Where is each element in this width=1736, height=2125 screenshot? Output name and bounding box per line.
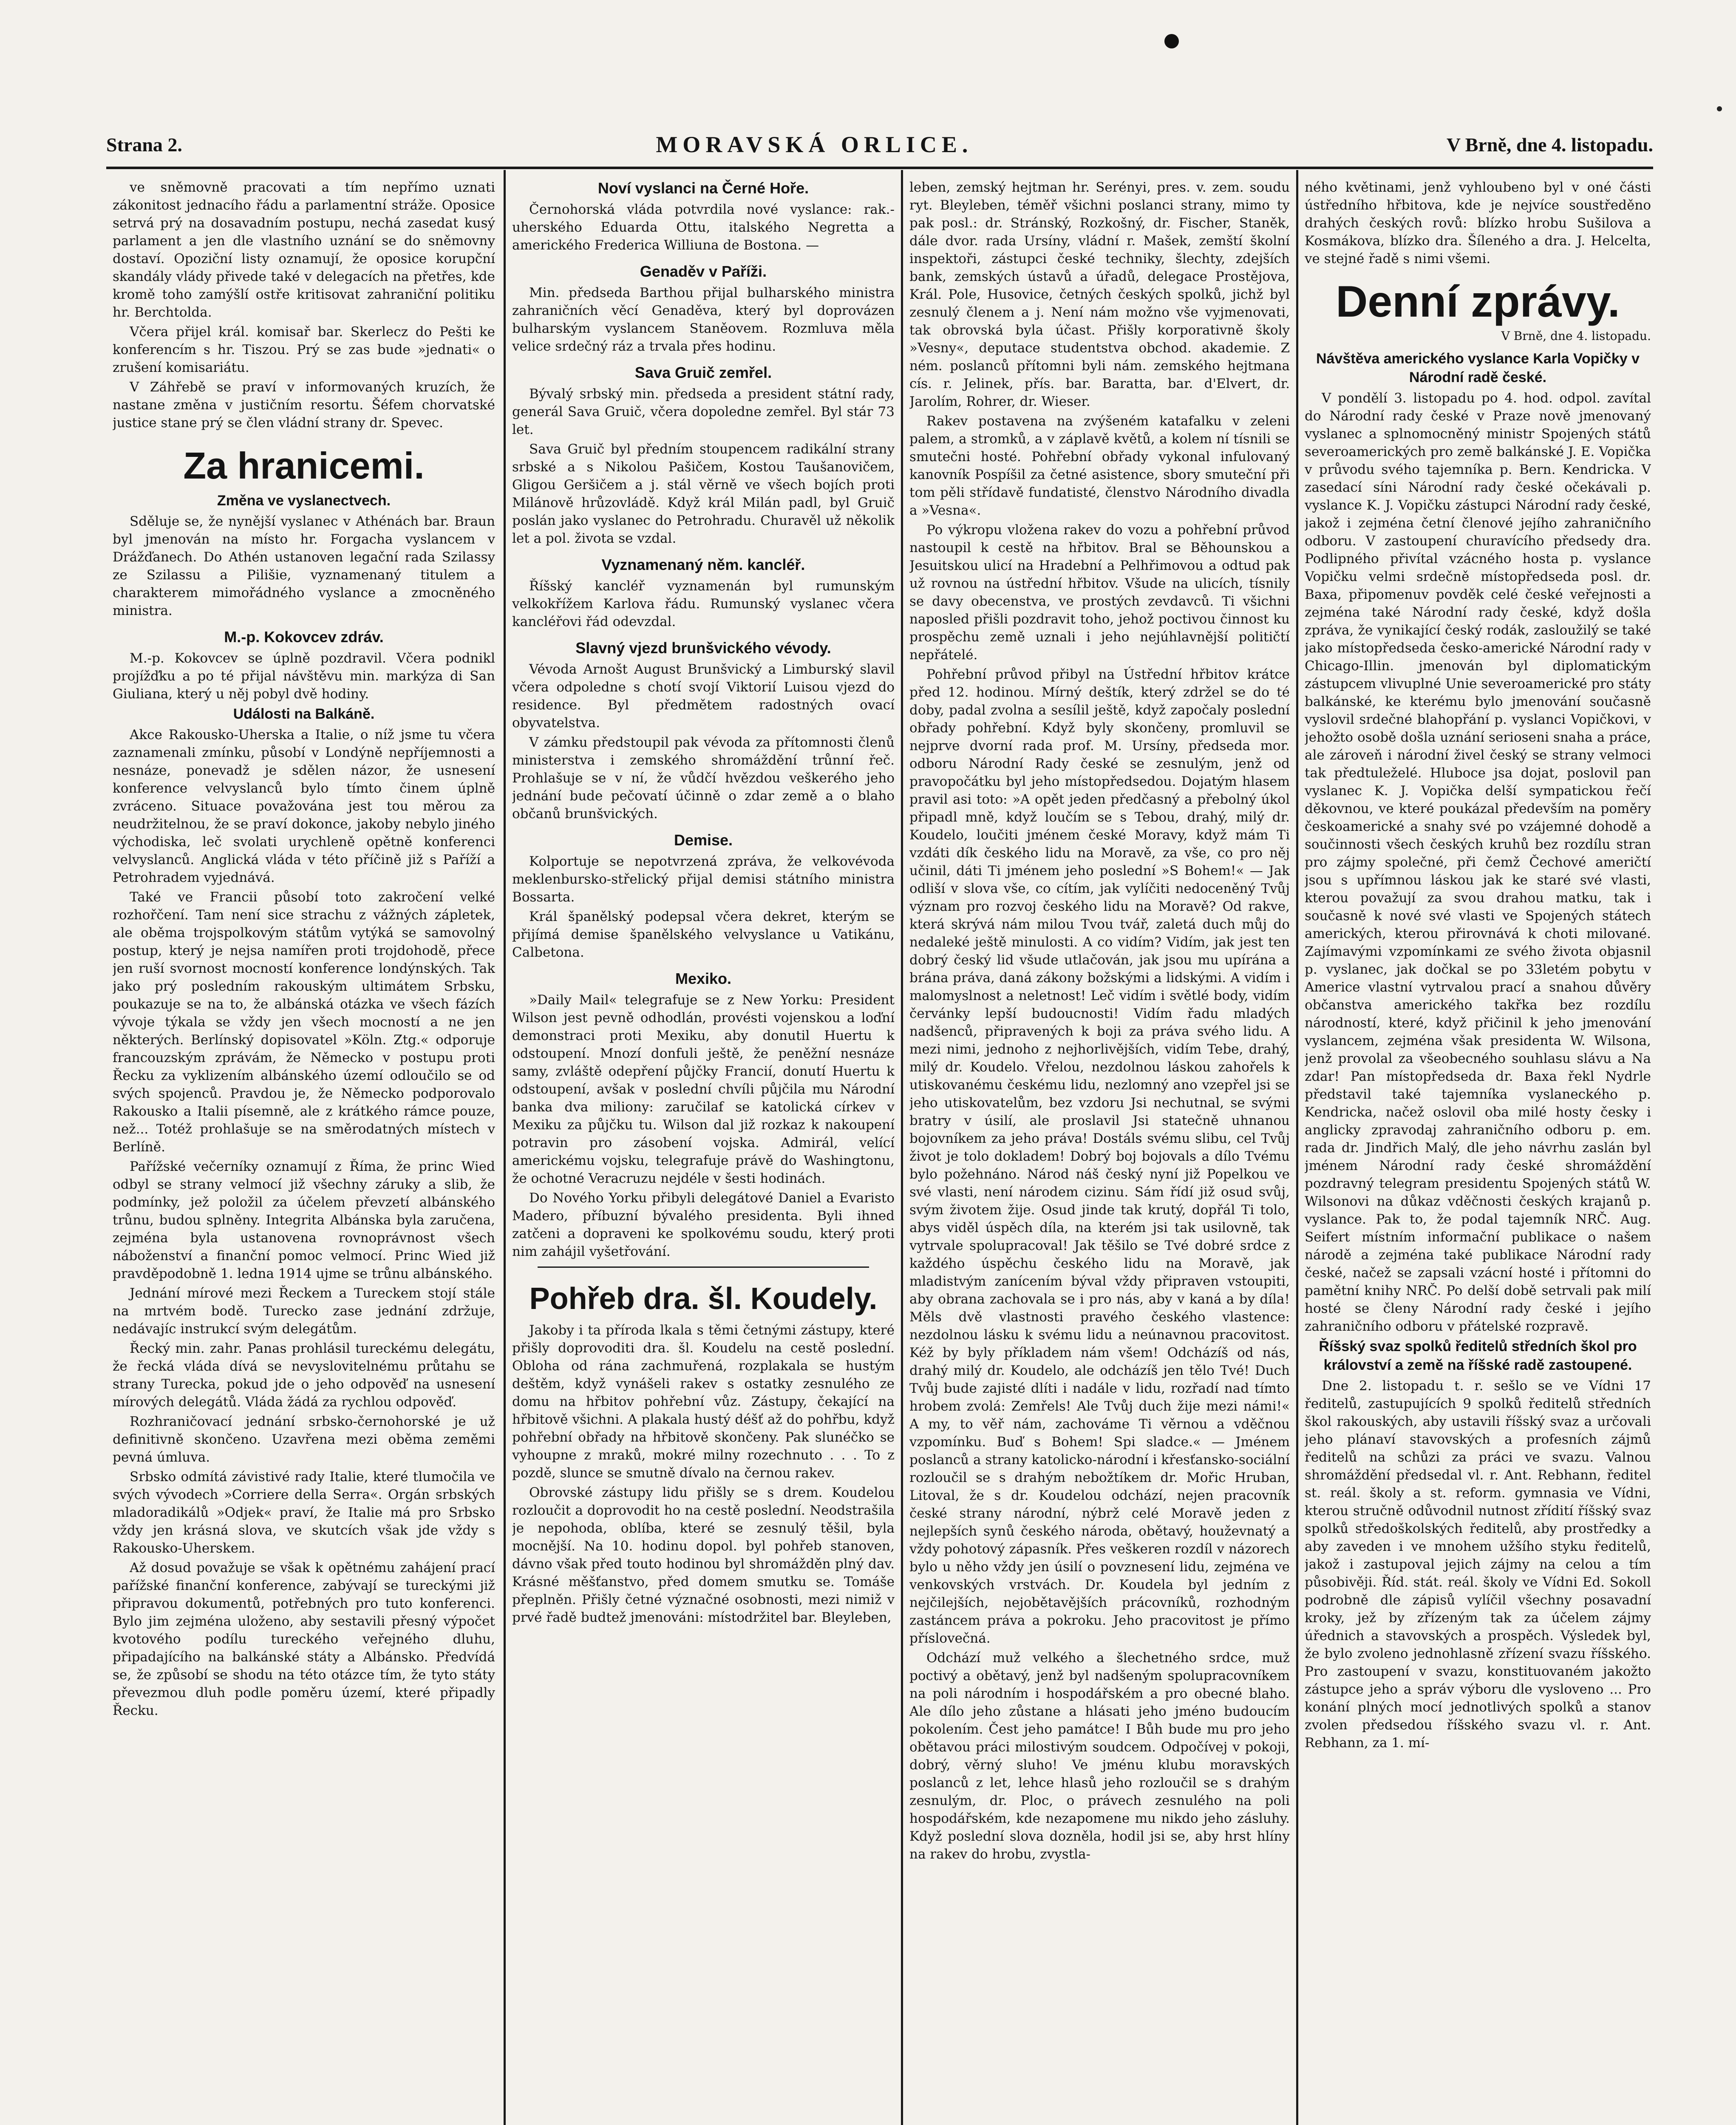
paragraph: Vévoda Arnošt August Brunšvický a Limburský slavil včera odpoledne s chotí svojí Viktorií Luisou vjezd do residence. Byl předmětem radostných ovací obyvatelstva. (512, 662, 895, 731)
article-heading: Návštěva amerického vyslance Karla Vopičky v Národní radě české. (1316, 351, 1640, 385)
paragraph: Srbsko odmítá závistivé rady Italie, které tlumočila ve svých vývodech »Corriere della Serra«. Orgán srbských mladoradikálů »Odjek« praví, že Italie má pro Srbsko vždy jen krásná slova, ve skutcích však jde vždy s Rakousko-Uherskem. (113, 1469, 495, 1556)
paragraph: Min. předseda Barthou přijal bulharského ministra zahraničních věcí Genaděva, který byl doprovázen bulharským vyslancem Staněovem. Rozmluva měla velice srdečný ráz a trvala přes hodinu. (512, 285, 895, 354)
paragraph: Rakev postavena na zvýšeném katafalku v zeleni palem, a stromků, a v záplavě květů, a kolem ní tísnili se smutečni hosté. Pohřební obřady vykonal infulovaný kanovník Pospíšil za četné asistence, sbory smuteční při tom pěli střídavě fundatisté, členstvo Národního divadla a »Vesna«. (909, 414, 1290, 518)
paragraph: Černohorská vláda potvrdila nové vyslance: rak.-uherského Eduarda Ottu, italského Negretta a amerického Frederica Williuna de Bostona. — (512, 202, 895, 253)
dateline: V Brně, dne 4. listopadu. (1501, 329, 1651, 343)
article-heading: Demise. (674, 831, 733, 849)
paragraph: Rozhraničovací jednání srbsko-černohorské je už definitivně skončeno. Uzavřena mezi oběma zeměmi pevná úmluva. (113, 1414, 495, 1465)
paragraph: V pondělí 3. listopadu po 4. hod. odpol. zavítal do Národní rady české v Praze nově jmenovaný vyslanec a splnomocněný ministr Spojených států severoamerických pro země balkánské J. E. Vopička v průvodu svého tajemníka p. Bern. Kendricka. V zasedací síni Národní rady české očekávali p. vyslance K. J. Vopičku zástupci Národní rady české, jakož i zejména četní členové jejího zahraničního odboru. V zastoupení churavícího předsedy dra. Podlipného přivítal vzácného hosta p. vyslance Vopičku velmi srdečně místopředseda posl. dr. Baxa, připomenuv povděk celé české veřejnosti a zejména také Národní rady české, když došla zpráva, že vynikající český rodák, zasloužilý se také jako místopředseda česko-americké Národní rady v Chicago-Illin. jmenován byl diplomatickým zástupcem vlivuplné Unie severoamerické pro státy balkánské, ke kterému bylo jmenování současně vyslovil srdečné blahopřání p. vyslanci Vopičkovi, v jehožto osobě došla uznání serioseni snaha a práce, ale zároveň i národní živel český se strany velmoci tak předtuleželé. Hluboce jsa dojat, poslovil pan vyslanec K. J. Vopička delší sympatickou řečí děkovnou, ve které poukázal především na poměry českoamerické a snahy své po vzájemné dohodě a součinnosti všech českých kruhů bez rozdílu stran pro zájmy společné, při čemž Čechové američtí jsou s upřímnou láskou jak ke staré své vlasti, kterou považují za svou drahou matku, tak i současně k nové své vlasti ve Spojených státech amerických, kterou přirovnává k choti milované. Zajímavými vzpomínkami ze svého života objasnil p. vyslanec, jak dočkal se po 33letém pobytu v Americe vlastní vytrvalou prací a snahou důvěry občanstva amerického takřka bez rozdílu národností, které, když přičinil k jeho jmenování vyslancem, zejména však presidenta W. Wilsona, jenž provolal za všeobecného souhlasu slávu a Na zdar! Pan místopředseda dr. Baxa řekl Nydrle představil také tajemníka vyslaneckého p. Kendricka, načež oslovil oba milé hosty česky i anglicky zpravodaj zahraničního odboru p. em. rada dr. Jindřich Malý, dle jeho návrhu zaslán byl jménem Národní rady české shromáždění pozdravný telegram presidentu Spojených států W. Wilsonovi na důkaz vděčnosti českých krajanů p. vyslance. Pak to, že podal tajemník NRČ. Aug. Seifert místním informační publikace o našem národě a zejména také publikace Národní rady české, načež se zapsali vzácní hosté i přítomni do pamětní knihy NRČ. Po delší době setrvali pak milí hosté se členy Národní rady české i jejího zahraničního odboru v přátelské rozpravě. (1305, 391, 1651, 1334)
column-rule-1 (504, 170, 506, 2125)
article-heading: Slavný vjezd brunšvického vévody. (575, 639, 831, 657)
paragraph: Obrovské zástupy lidu přišly se s drem. Koudelou rozloučit a doprovodit ho na cestě poslední. Neodstrašila je nepohoda, oblíba, které se zesnulý těšil, byla mocnější. Na 10. hodinu dopol. byl pohřeb stanoven, dávno však před touto hodinou byl shromážděn plný dav. Krásné měšťanstvo, před domem smutku se. Tomáše přeplněn. Přišly četné význačné osobnosti, mezi nimiž v prvé řadě budtež jmenováni: místodržitel bar. Bleyleben, (512, 1485, 895, 1625)
paragraph: leben, zemský hejtman hr. Serényi, pres. v. zem. soudu ryt. Bleyleben, téměř všichni poslanci strany, mimo ty pak posl.: dr. Stránský, Rozkošný, dr. Fischer, Staněk, dále dvor. rada Ursíny, vládní r. Mašek, zemští školní inspektoři, zástupci české techniky, šlechty, zdejších bank, zemských ústavů a úřadů, delegace Prostějova, Král. Pole, Husovice, četných českých spolků, jichž byl zesnulý členem a j. Není nám možno vše vyjmenovati, tak obrovská byla účast. Přišly korporativně školy »Vesny«, deputace studentstva obchod. akademie. Z ném. poslanců přítomni byli nám. zemského hejtmana cís. r. Jelinek, přís. bar. Baratta, bar. d'Elvert, dr. Jarolím, Rohrer, dr. Wieser. (909, 180, 1290, 409)
column-3 (909, 178, 1290, 2125)
paragraph: Dne 2. listopadu t. r. sešlo se ve Vídni 17 ředitelů, zastupujících 9 spolků ředitelů středních škol rakouských, aby ustavili říšský svaz a určovali jeho plánaví stavovských a profesních zájmů ředitelů na schůzi za práci ve svazu. Valnou shromáždění předsedal vl. r. Ant. Rebhann, ředitel st. reál. školy a st. reform. gymnasia ve Vídni, kterou stručně odůvodnil nutnost zřídití říšský svaz spolků středoškolských ředitelů, aby prostředky a aby zaveden i ve mnohem užšího styku ředitelů, jakož i zastupoval jejich zájmy na celou a tím působivěji. Říd. stát. reál. školy ve Vídni Ed. Sokoll podrobně dle zápisů vylíčil všechny posavadní kroky, jež by zřízeným tak za účelem zájmy úřednich a stavovských a prospěch. Výsledek byl, že bylo zvoleno jednohlasně zřízení svazu říšského. Pro zastoupení v svazu, konstituovaném jakožto zástupce jeho a správ výboru dle vysloveno ... Pro konání plných mocí jednotlivých spolků a stanov zvolen předsedou říšského svazu vl. r. Ant. Rebhann, za 1. mí- (1305, 1378, 1651, 1751)
scan-dot (1717, 106, 1722, 111)
article-heading: Změna ve vyslanectvech. (217, 493, 391, 509)
place-date: V Brně, dne 4. listopadu. (1446, 133, 1653, 156)
masthead (106, 128, 1653, 162)
article-heading: Sava Gruič zemřel. (634, 364, 772, 381)
paragraph: Kolportuje se nepotvrzená zpráva, že velkovévoda meklenbursko-střelický přijal demisi státního ministra Bossarta. (512, 854, 895, 905)
paragraph: Také ve Francii působí toto zakročení velké rozhořčení. Tam není sice strachu z vážných zápletek, ale oběma trojspolkovým státům vytýká se samovolný postup, který je nejsa namířen proti trojdohodě, přece jen ruší svornost mocností konference londýnských. Tak jako prý posledním rakouským ultimátem Srbsku, poukazuje se na to, že albánská otázka ve všech fázích vývoje týkala se vždy jen všech mocností a ne jen některých. Berlínský dopisovatel »Köln. Ztg.« odporuje francouzským zprávám, že Německo v postupu proti Řecku za vyklizením albánského území odloučilo se od svých spojenců. Pravdou je, že Německo podporovalo Rakousko a Italii písemně, ale z krátkého rámce pouze, než... Totéž prohlašuje se na směrodatných místech v Berlíně. (113, 890, 495, 1155)
paragraph: Akce Rakousko-Uherska a Italie, o níž jsme tu včera zaznamenali zmínku, působí v Londýně nepříjemnosti a nesnáze, ponevadž je sdělen názor, že usnesení konference velvyslanců bylo tímto činem úplně zvráceno. Situace považována jest tou měrou za neudržitelnou, že se praví dokonce, jakoby nebylo jiného východiska, leč svolati urychleně opětně konferenci velvyslanců. Anglická vláda v této příčině již s Paříží a Petrohradem vyjednává. (113, 727, 495, 885)
paragraph: Pařížské večerníky oznamují z Říma, že princ Wied odbyl se strany velmocí již všechny záruky a slib, že podmínky, jež položil za účelem převzetí albánského trůnu, budou splněny. Integrita Albánska byla zaručena, zejména byla ustanovena rovnoprávnost všech náboženství a finanční pomoc velmocí. Princ Wied již pravděpodobně 1. ledna 1914 ujme se trůnu albánského. (113, 1159, 495, 1281)
article-heading: M.-p. Kokovcev zdráv. (224, 628, 384, 646)
header-rule (106, 167, 1653, 169)
paragraph: Řecký min. zahr. Panas prohlásil tureckému delegátu, že řecká vláda dívá se nevyslovitelnému průtahu se strany Turecka, pokud jde o jeho odpověď na usnesení mírových delegátů. Vláda žádá za rychlou odpověď. (113, 1341, 495, 1410)
column-2 (512, 178, 895, 2125)
paragraph: ve sněmovně pracovati a tím nepřímo uznati zákonitost jednacího řádu a parlamentní stráže. Oposice setrvá prý na dosavadním postupu, nechá zasedat kusý parlament a jen dle vlastního uznání se do sněmovny dostaví. Opoziční listy oznamují, že oposice korupční skandály vlády přivede také v delegacích na přetřes, kde kromě toho zamýšlí ostře kritisovat zahraniční politiku hr. Berchtolda. (113, 180, 495, 320)
section-heading-denni-zpravy: Denní zprávy. (1336, 277, 1620, 326)
paragraph: Po výkropu vložena rakev do vozu a pohřební průvod nastoupil k cestě na hřbitov. Bral se Běhounskou a Jesuitskou ulicí na Hradební a Pelhřimovou a odtud pak už rovnou na ústřední hřbitov. Všude na ulicích, tísnily se davy obecenstva, ve prostých zevdavců. Ti všichni naposled přišli pozdravit toho, jehož poctivou činnost ku prospěchu země uznali i jeho nejúhlavnější političtí nepřátelé. (909, 522, 1290, 663)
article-heading: Mexiko. (675, 970, 732, 987)
page-number: Strana 2. (106, 133, 182, 156)
section-heading-pohreb: Pohřeb dra. šl. Koudely. (529, 1282, 878, 1316)
divider (538, 1266, 869, 1268)
paragraph: Jednání mírové mezi Řeckem a Tureckem stojí stále na mrtvém bodě. Turecko zase jednání zdržuje, nedávajíc instrukcí svým delegátům. (113, 1286, 495, 1337)
paragraph: Říšský kancléř vyznamenán byl rumunským velkokřížem Karlova řádu. Rumunský vyslanec včera kancléřovi řád odevzdal. (512, 578, 895, 629)
article-heading: Genaděv v Paříži. (640, 263, 767, 280)
paragraph: V Záhřebě se praví v informovaných kruzích, že nastane změna v justičním resortu. Šéfem chorvatské justice stane prý se člen vládní strany dr. Spevec. (113, 380, 495, 431)
paragraph: »Daily Mail« telegrafuje se z New Yorku: President Wilson jest pevně odhodlán, provésti vojenskou a loďní demonstraci proti Mexiku, aby donutil Huertu k odstoupení. Mnozí donfuli ještě, že peněžní nesnáze samy, zvláště odepření půjčky Francií, donutí Huertu k odstoupení, avšak v poslední chvíli půjčila mu Národní banka dva miliony: zaručilaf se katolická církev v Mexiku za půjčku tu. Wilson dal již rozkaz k nakoupení potravin pro zásobení vojska. Admirál, velící americkému vojsku, telegrafuje právě do Washingtonu, že ochotné Veracruzu nejdéle v šesti hodinách. (512, 992, 895, 1186)
column-4 (1305, 178, 1651, 2125)
article-heading: Události na Balkáně. (233, 706, 375, 722)
scan-blot (1164, 34, 1179, 48)
paragraph: Král španělský podepsal včera dekret, kterým se přijímá demise španělského velvyslance u Vatikánu, Calbetona. (512, 909, 895, 960)
paragraph: Včera přijel král. komisař bar. Skerlecz do Pešti ke konferencím s hr. Tiszou. Prý se zas bude »jednati« o zrušení komisariátu. (113, 324, 495, 375)
article-heading: Říšský svaz spolků ředitelů středních škol pro království a země na říšské radě zastoupené. (1319, 1338, 1637, 1373)
paragraph: Až dosud považuje se však k opětnému zahájení prací pařížské finanční konference, zabývají se tureckými již připravou dokumentů, potřebných pro tuto konferenci. Bylo jim zejména uloženo, aby sestavili přesný výpočet kvotového podílu tureckého veřejného dluhu, připadajícího na balkánské státy a Albánsko. Předvídá se, že způsobí se shodu na této otázce tím, že tyto státy převezmou dluh podle poměru území, které připadly Řecku. (113, 1560, 495, 1718)
article-heading: Vyznamenaný něm. kancléř. (601, 556, 805, 573)
paragraph: ného květinami, jenž vyhloubeno byl v oné části ústředního hřbitova, kde je nejvíce soustředěno drahých českých rovů: blízko hrobu Sušilova a Kosmákova, blízko dra. Šíleného a dra. J. Helcelta, ve stejné řadě s nimi všemi. (1305, 180, 1651, 266)
paragraph: Odchází muž velkého a šlechetného srdce, muž poctivý a obětavý, jenž byl nadšeným spolupracovníkem na poli národním i hospodářském a pro obecné blaho. Ale dílo jeho zůstane a hlásati jeho jméno budoucím pokolením. Čest jeho památce! I Bůh bude mu pro jeho obětavou práci milostivým soudcem. Odpočívej v pokoji, dobrý, věrný sluho! Ve jménu klubu moravských poslanců z let, lehce hlasů jeho rozloučil se s drahým zesnulým, dr. Ploc, o právech zesnulého na poli hospodářském, kde nezapomene mu nikdo jeho zásluhy. Když poslední slova dozněla, hodil jsi se, aby hrst hlíny na rakev do hrobu, zvystla- (909, 1650, 1290, 1862)
paragraph: Do Nového Yorku přibyli delegátové Daniel a Evaristo Madero, příbuzní bývalého presidenta. Byli ihned zatčeni a dopraveni ke spolkovému soudu, který proti nim zahájil vyšetřování. (512, 1190, 895, 1259)
paragraph: Sava Gruič byl předním stoupencem radikální strany srbské a s Nikolou Pašičem, Kostou Taušanovičem, Gligou Geršičem a j. stál věrně ve všech bojích proti Milánově hrůzovládě. Když král Milán padl, byl Gruič poslán jako vyslanec do Petrohradu. Churavěl už několik let a pol. života se vzdal. (512, 442, 895, 546)
column-1 (113, 178, 495, 2125)
column-rule-2 (901, 170, 903, 2125)
paragraph: Sděluje se, že nynější vyslanec v Athénách bar. Braun byl jmenován na místo hr. Forgacha vyslancem v Drážďanech. Do Athén ustanoven legační rada Szilassy ze Szilassu a Pilišie, vyznamenaný titulem a charakterem mimořádného vyslance a zmocněného ministra. (113, 514, 495, 618)
paragraph: Jakoby i ta příroda lkala s těmi četnými zástupy, které přišly doprovoditi dra. šl. Koudelu na cestě poslední. Obloha od rána zachmuřená, rozplakala se hustým deštěm, když vynášeli rakev s ostatky zesnulého ze domu na hřbitov pohřební vůz. Zástupy, čekající na hřbitově všichni. A plakala hustý déšť až do pohřbu, když pohřební obřady na hřbitově skončeny. Pak slunéčko se vyhoupne z mraků, mokré milny rozechnuto . . . To z pozdě, slunce se smutně dívalo na černou rakev. (512, 1323, 895, 1481)
article-heading: Noví vyslanci na Černé Hoře. (598, 179, 809, 197)
section-heading-hranice: Za hranicemi. (183, 445, 425, 487)
paragraph: Pohřební průvod přibyl na Ústřední hřbitov krátce před 12. hodinou. Mírný deštík, který zdržel se do té doby, padal zvolna a sesílil ještě, když započaly poslední obřady pohřební. Když byly skončeny, promluvil se nejprve dvorní rada prof. M. Ursíny, předseda mor. odboru Národní Rady české se zesnulým, jenž od pravopočátku byl jeho místopředsedou. Dojatým hlasem pravil asi toto: »A opět jeden předčasný a přebolný úkol připadl mně, když loučím se s Tebou, drahý, milý dr. Koudelo, loučiti jménem české Moravy, když mám Ti vzdáti dík českého lidu na Moravě, za vše, co pro něj učinil, dáti Ti jménem jeho poslední »S Bohem!« — Jak odliší v slova vše, co cítím, jak vylíčiti nedoceněný Tvůj význam pro rozvoj českého lidu na Moravě? Od rakve, která skrývá nám milou Tvou tvář, zaletá duch můj do nedaleké ještě minulosti. A co vidím? Vidím, jak jest ten dobrý český lid všude utlačován, jak jsou mu upírána a brána práva, daná zákony božskými a lidskými. A vidím i malomyslnost a neletnost! Leč vidím i světlé body, vidím červánky lepší budoucnosti! Vidím řadu mladých nadšenců, připravených k boji za práva svého lidu. A mezi nimi, jednoho z nejhorlivějších, vidím Tebe, drahý, milý dr. Koudelo. Vřelou, nezdolnou láskou zahořels k utiskovanému českému lidu, nezlomný ano vzepřel jsi se jeho utiskovatelům, bez vzdoru Jsi nechutnal, se svými bratry v úsilí, ale proslavil Jsi statečně uhnanou bojovníkem za jeho práva! Dostáls svému slibu, cel Tvůj život je tolo dokladem! Dobrý boj bojovals a dílo Tvému bylo požehnáno. Národ náš český nyní již Popelkou ve své vlasti, není národem cizinu. Sám řídí již osud svůj, svým životem žije. Osud jinde tak krutý, dopřál Ti tolo, abys viděl úspěch díla, na kterém jsi tak usilovně, tak vytrvale spolupracoval! Jak těšilo se Tvé dobré srdce z každého úspěchu českého lidu na Moravě, jak mladistvým zanícením býval vždy připraven vstoupiti, aby obrana zachovala se i pro nás, aby v kaná a by díla! Měls dvě vlastnosti pravého českého vlastence: nezdolnou lásku k svému lidu a neúnavnou pracovitost. Kéž by byly příkladem nám všem! Odcházíš od nás, drahý milý dr. Koudelo, ale odcházíš jen tělo Tvé! Duch Tvůj bude zajisté dlíti i nadále v lidu, rozřadí nad tímto hrobem zvolá: Zemřels! Ale Tvůj duch žije mezi námi!« A my, to věř nám, zachováme Ti věrnou a vděčnou vzpomínku. Buď s Bohem! Spi sladce.« — Jménem poslanců a strany katolicko-národní i křesťansko-sociální rozloučil se s drahým nebožtíkem dr. Mořic Hruban, Litoval, že s dr. Koudelou odchází, nejen pracovník české strany národní, nýbrž celé Moravě jeden z nejlepších synů českého národa, obětavý, houževnatý a vždy pohotový zápasník. Přes veškeren rozdíl v názorech bylo u něho vždy jen úsilí o povznesení lidu, zejména ve venkovských vrstvách. Dr. Koudela byl jedním z nejčilejších, nejobětavějších prácovníků, rozhodným zastáncem práva a pokroku. Jeho pracovitost je přímo příslovečná. (909, 667, 1290, 1646)
paragraph: V zámku předstoupil pak vévoda za přítomnosti členů ministerstva i zemského shromáždění trůnní řeč. Prohlašuje se v ní, že vůdčí hvězdou veškerého jeho jednání bude pečovatí účinně o zdar země a o blaho občanů brunšvických. (512, 735, 895, 822)
newspaper-title: MORAVSKÁ ORLICE. (656, 132, 973, 157)
paragraph: Bývalý srbský min. předseda a president státní rady, generál Sava Gruič, včera dopoledne zemřel. Byl stár 73 let. (512, 386, 895, 437)
paragraph: M.-p. Kokovcev se úplně pozdravil. Včera podnikl projížďku a po té přijal návštěvu min. markýza di San Giuliana, který u něj pobyl dvě hodiny. (113, 651, 495, 702)
column-rule-3 (1296, 170, 1298, 2125)
